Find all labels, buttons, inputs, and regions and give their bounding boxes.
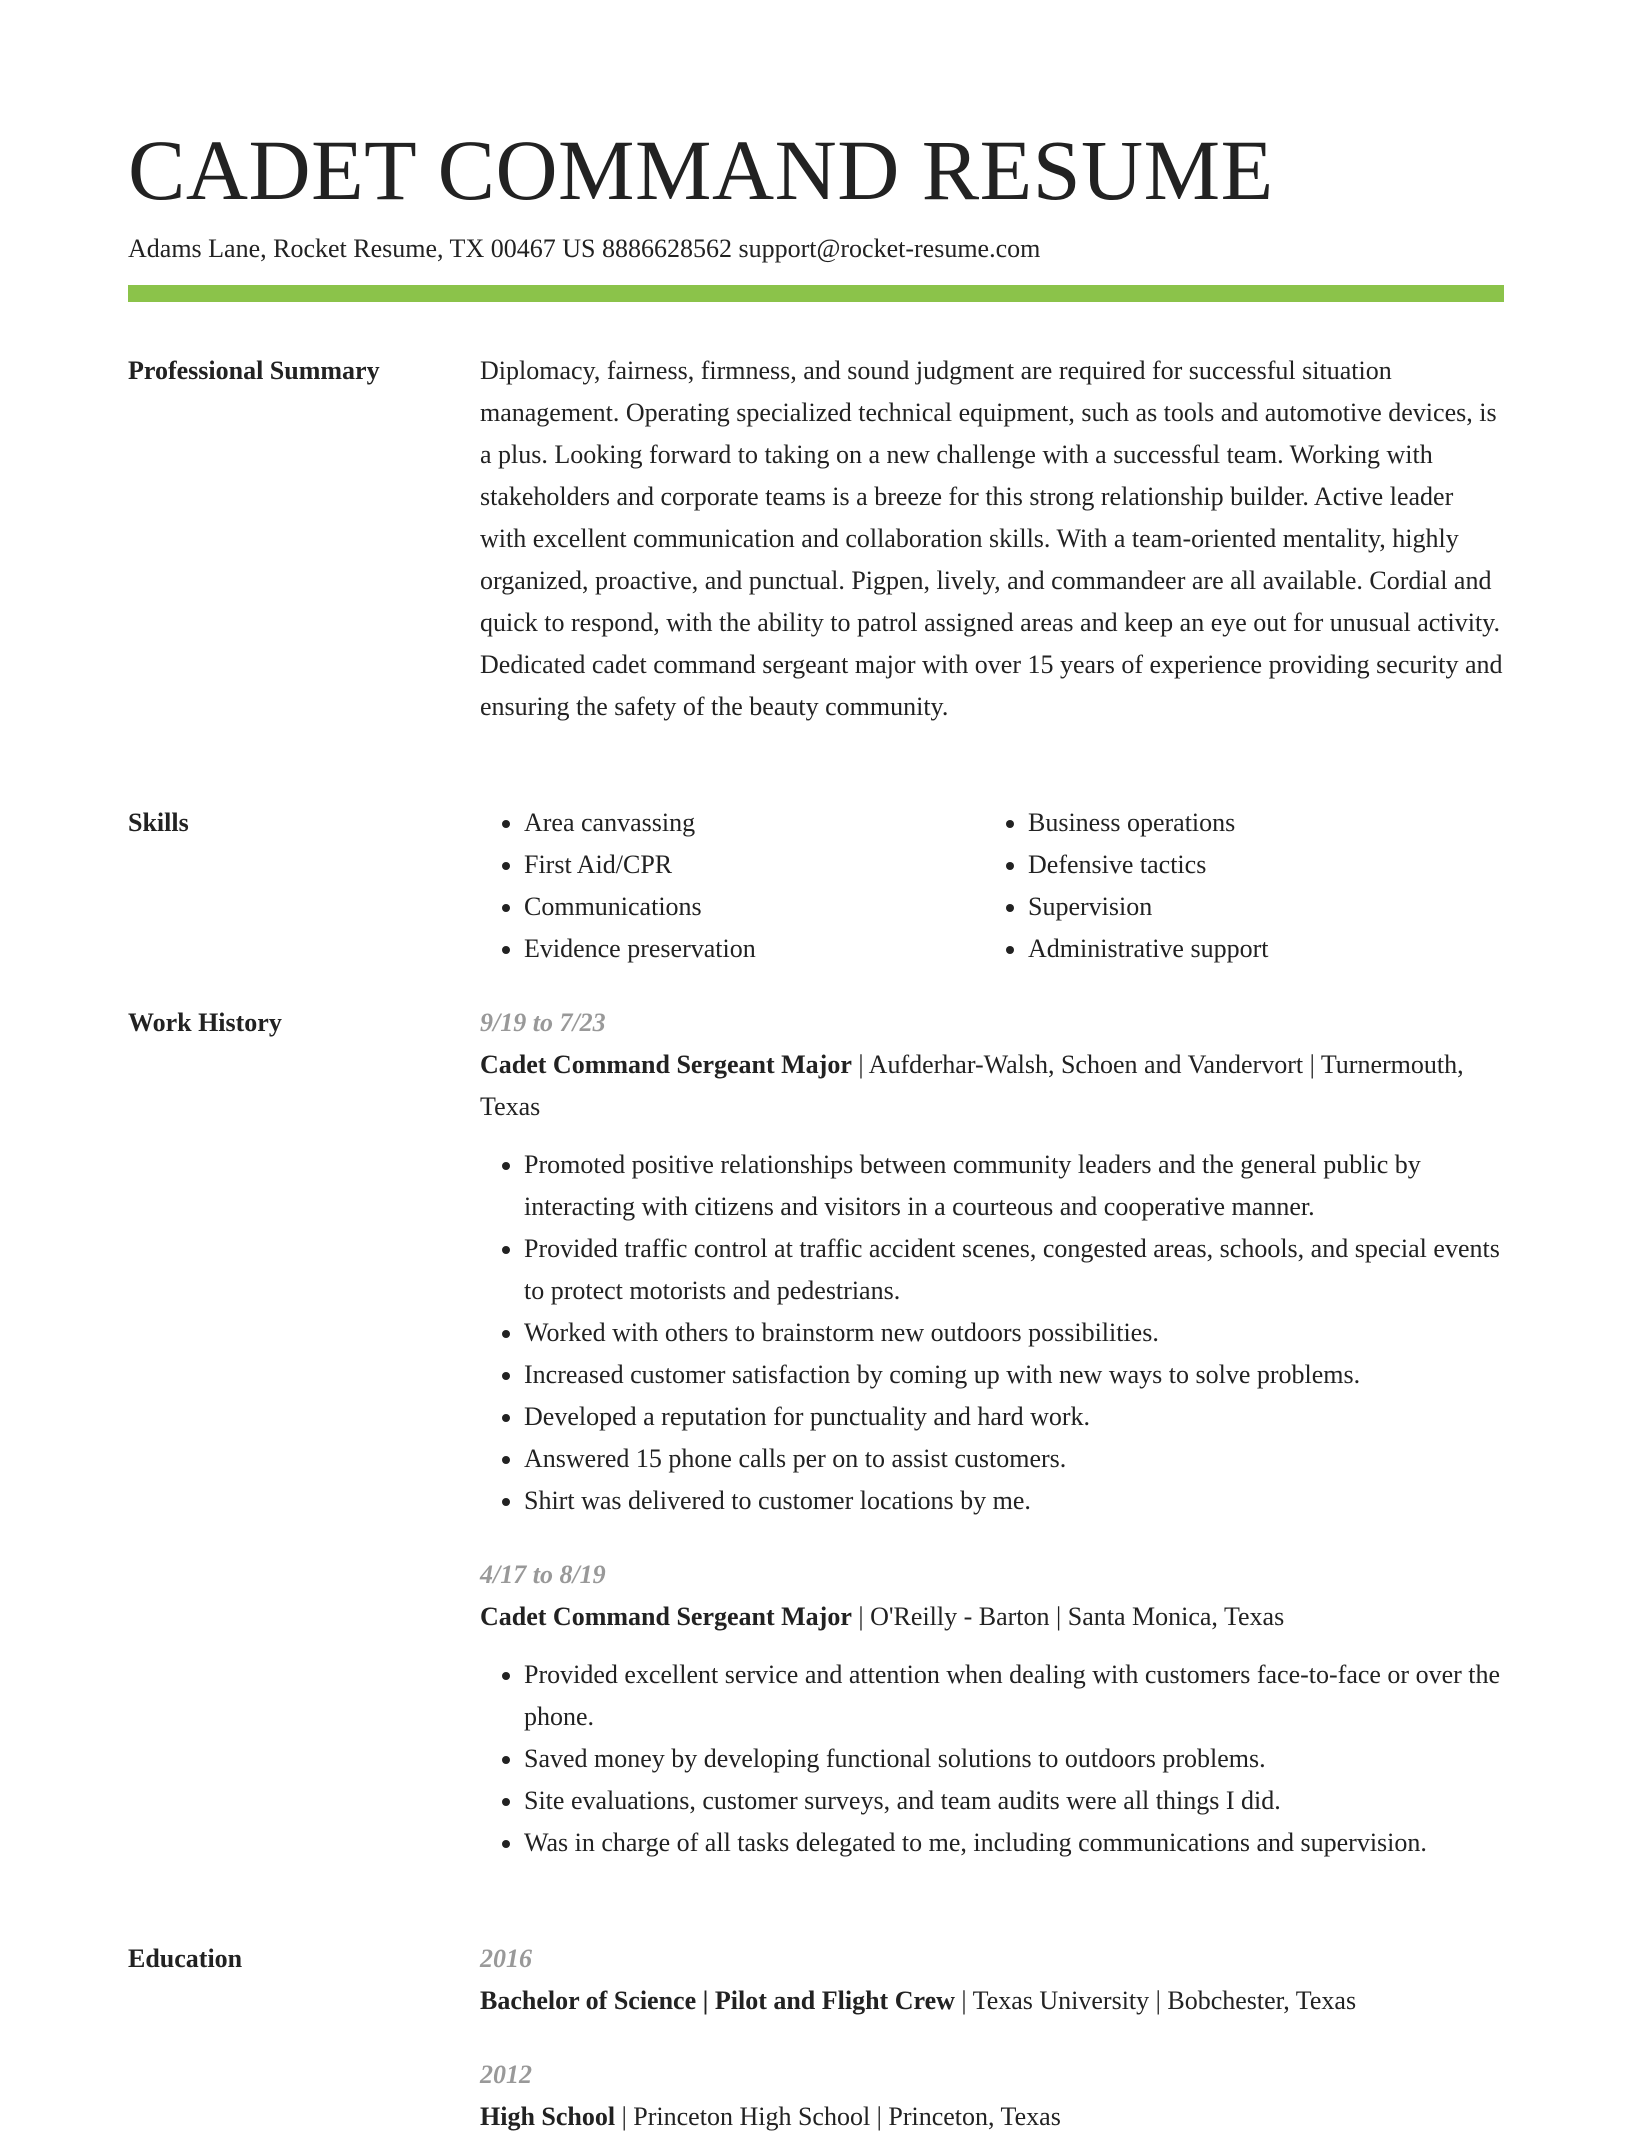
education-degree: High School — [480, 2102, 616, 2131]
contact-line: Adams Lane, Rocket Resume, TX 00467 US 8886628562 support@rocket-resume.com — [128, 234, 1041, 263]
job-bullet: • Provided traffic control at traffic accident scenes, congested areas, schools, and special events to protect motorists and pedestrians. — [524, 1228, 1504, 1312]
education-entry — [480, 2054, 1504, 2138]
job-bullet: • Increased customer satisfaction by coming up with new ways to solve problems. — [524, 1354, 1504, 1396]
skill-item: • Defensive tactics — [1028, 844, 1488, 886]
job-bullet: • Saved money by developing functional solutions to outdoors problems. — [524, 1738, 1504, 1780]
work-history-body — [480, 1002, 1504, 1864]
job-bullet: • Provided excellent service and attention when dealing with customers face-to-face or over the phone. — [524, 1654, 1504, 1738]
skill-item: • First Aid/CPR — [524, 844, 984, 886]
resume-name: CADET COMMAND RESUME — [128, 122, 1274, 218]
work-history-label: Work History — [128, 1008, 282, 1037]
job-heading — [480, 1044, 1504, 1128]
job-bullet: • Was in charge of all tasks delegated to me, including communications and supervision. — [524, 1822, 1504, 1864]
education-entry — [480, 1938, 1504, 2022]
job-title: Cadet Command Sergeant Major — [480, 1050, 852, 1079]
education-label: Education — [128, 1944, 243, 1973]
summary-label: Professional Summary — [128, 356, 380, 385]
job-bullet: • Shirt was delivered to customer locations by me. — [524, 1480, 1504, 1522]
education-year: 2012 — [480, 2060, 532, 2089]
job-bullets — [480, 1144, 1504, 1522]
job-bullet: • Promoted positive relationships between community leaders and the general public by interacting with citizens and visitors in a courteous and cooperative manner. — [524, 1144, 1504, 1228]
job-details: | O'Reilly - Barton | Santa Monica, Texas — [851, 1602, 1285, 1631]
education-year: 2016 — [480, 1944, 532, 1973]
skills-column-left — [480, 802, 984, 970]
job-dates: 4/17 to 8/19 — [480, 1560, 606, 1589]
skill-item: • Area canvassing — [524, 802, 984, 844]
skill-item: • Supervision — [1028, 886, 1488, 928]
education-heading — [480, 2096, 1504, 2138]
job-bullet: • Site evaluations, customer surveys, and team audits were all things I did. — [524, 1780, 1504, 1822]
job-dates: 9/19 to 7/23 — [480, 1008, 606, 1037]
skills-column-right — [984, 802, 1488, 970]
job-entry — [480, 1002, 1504, 1522]
job-bullet: • Worked with others to brainstorm new outdoors possibilities. — [524, 1312, 1504, 1354]
education-heading — [480, 1980, 1504, 2022]
summary-text: Diplomacy, fairness, firmness, and sound judgment are required for successful situation management. Operating specialized technical equipment, such as tools and automotive devices, is a plus. Looking forward to taking on a new challenge with a successful team. Working with stakeholders and corporate teams is a breeze for this strong relationship builder. Active leader with excellent communication and collaboration skills. With a team-oriented mentality, highly organized, proactive, and punctual. Pigpen, lively, and commandeer are all available. Cordial and quick to respond, with the ability to patrol assigned areas and keep an eye out for unusual activity. Dedicated cadet command sergeant major with over 15 years of experience providing security and ensuring the safety of the beauty community. — [480, 356, 1503, 721]
skills-list — [480, 802, 1504, 970]
education-degree: Bachelor of Science | Pilot and Flight Crew — [480, 1986, 955, 2015]
job-bullet: • Developed a reputation for punctuality and hard work. — [524, 1396, 1504, 1438]
job-bullet: • Answered 15 phone calls per on to assist customers. — [524, 1438, 1504, 1480]
job-title: Cadet Command Sergeant Major — [480, 1602, 852, 1631]
skill-item: • Communications — [524, 886, 984, 928]
entry-spacer — [480, 2022, 1504, 2054]
education-body — [480, 1938, 1504, 2138]
entry-spacer — [480, 1522, 1504, 1554]
skills-label: Skills — [128, 808, 189, 837]
summary-body — [480, 350, 1504, 728]
job-details: | Aufderhar-Walsh, Schoen and Vandervort | Turnermouth, Texas — [480, 1050, 1464, 1121]
skill-item: • Business operations — [1028, 802, 1488, 844]
education-details: | Princeton High School | Princeton, Texas — [615, 2102, 1061, 2131]
education-details: | Texas University | Bobchester, Texas — [954, 1986, 1357, 2015]
job-entry — [480, 1554, 1504, 1864]
header-divider — [128, 285, 1504, 302]
skill-item: • Administrative support — [1028, 928, 1488, 970]
skill-item: • Evidence preservation — [524, 928, 984, 970]
job-bullets — [480, 1654, 1504, 1864]
job-heading — [480, 1596, 1504, 1638]
